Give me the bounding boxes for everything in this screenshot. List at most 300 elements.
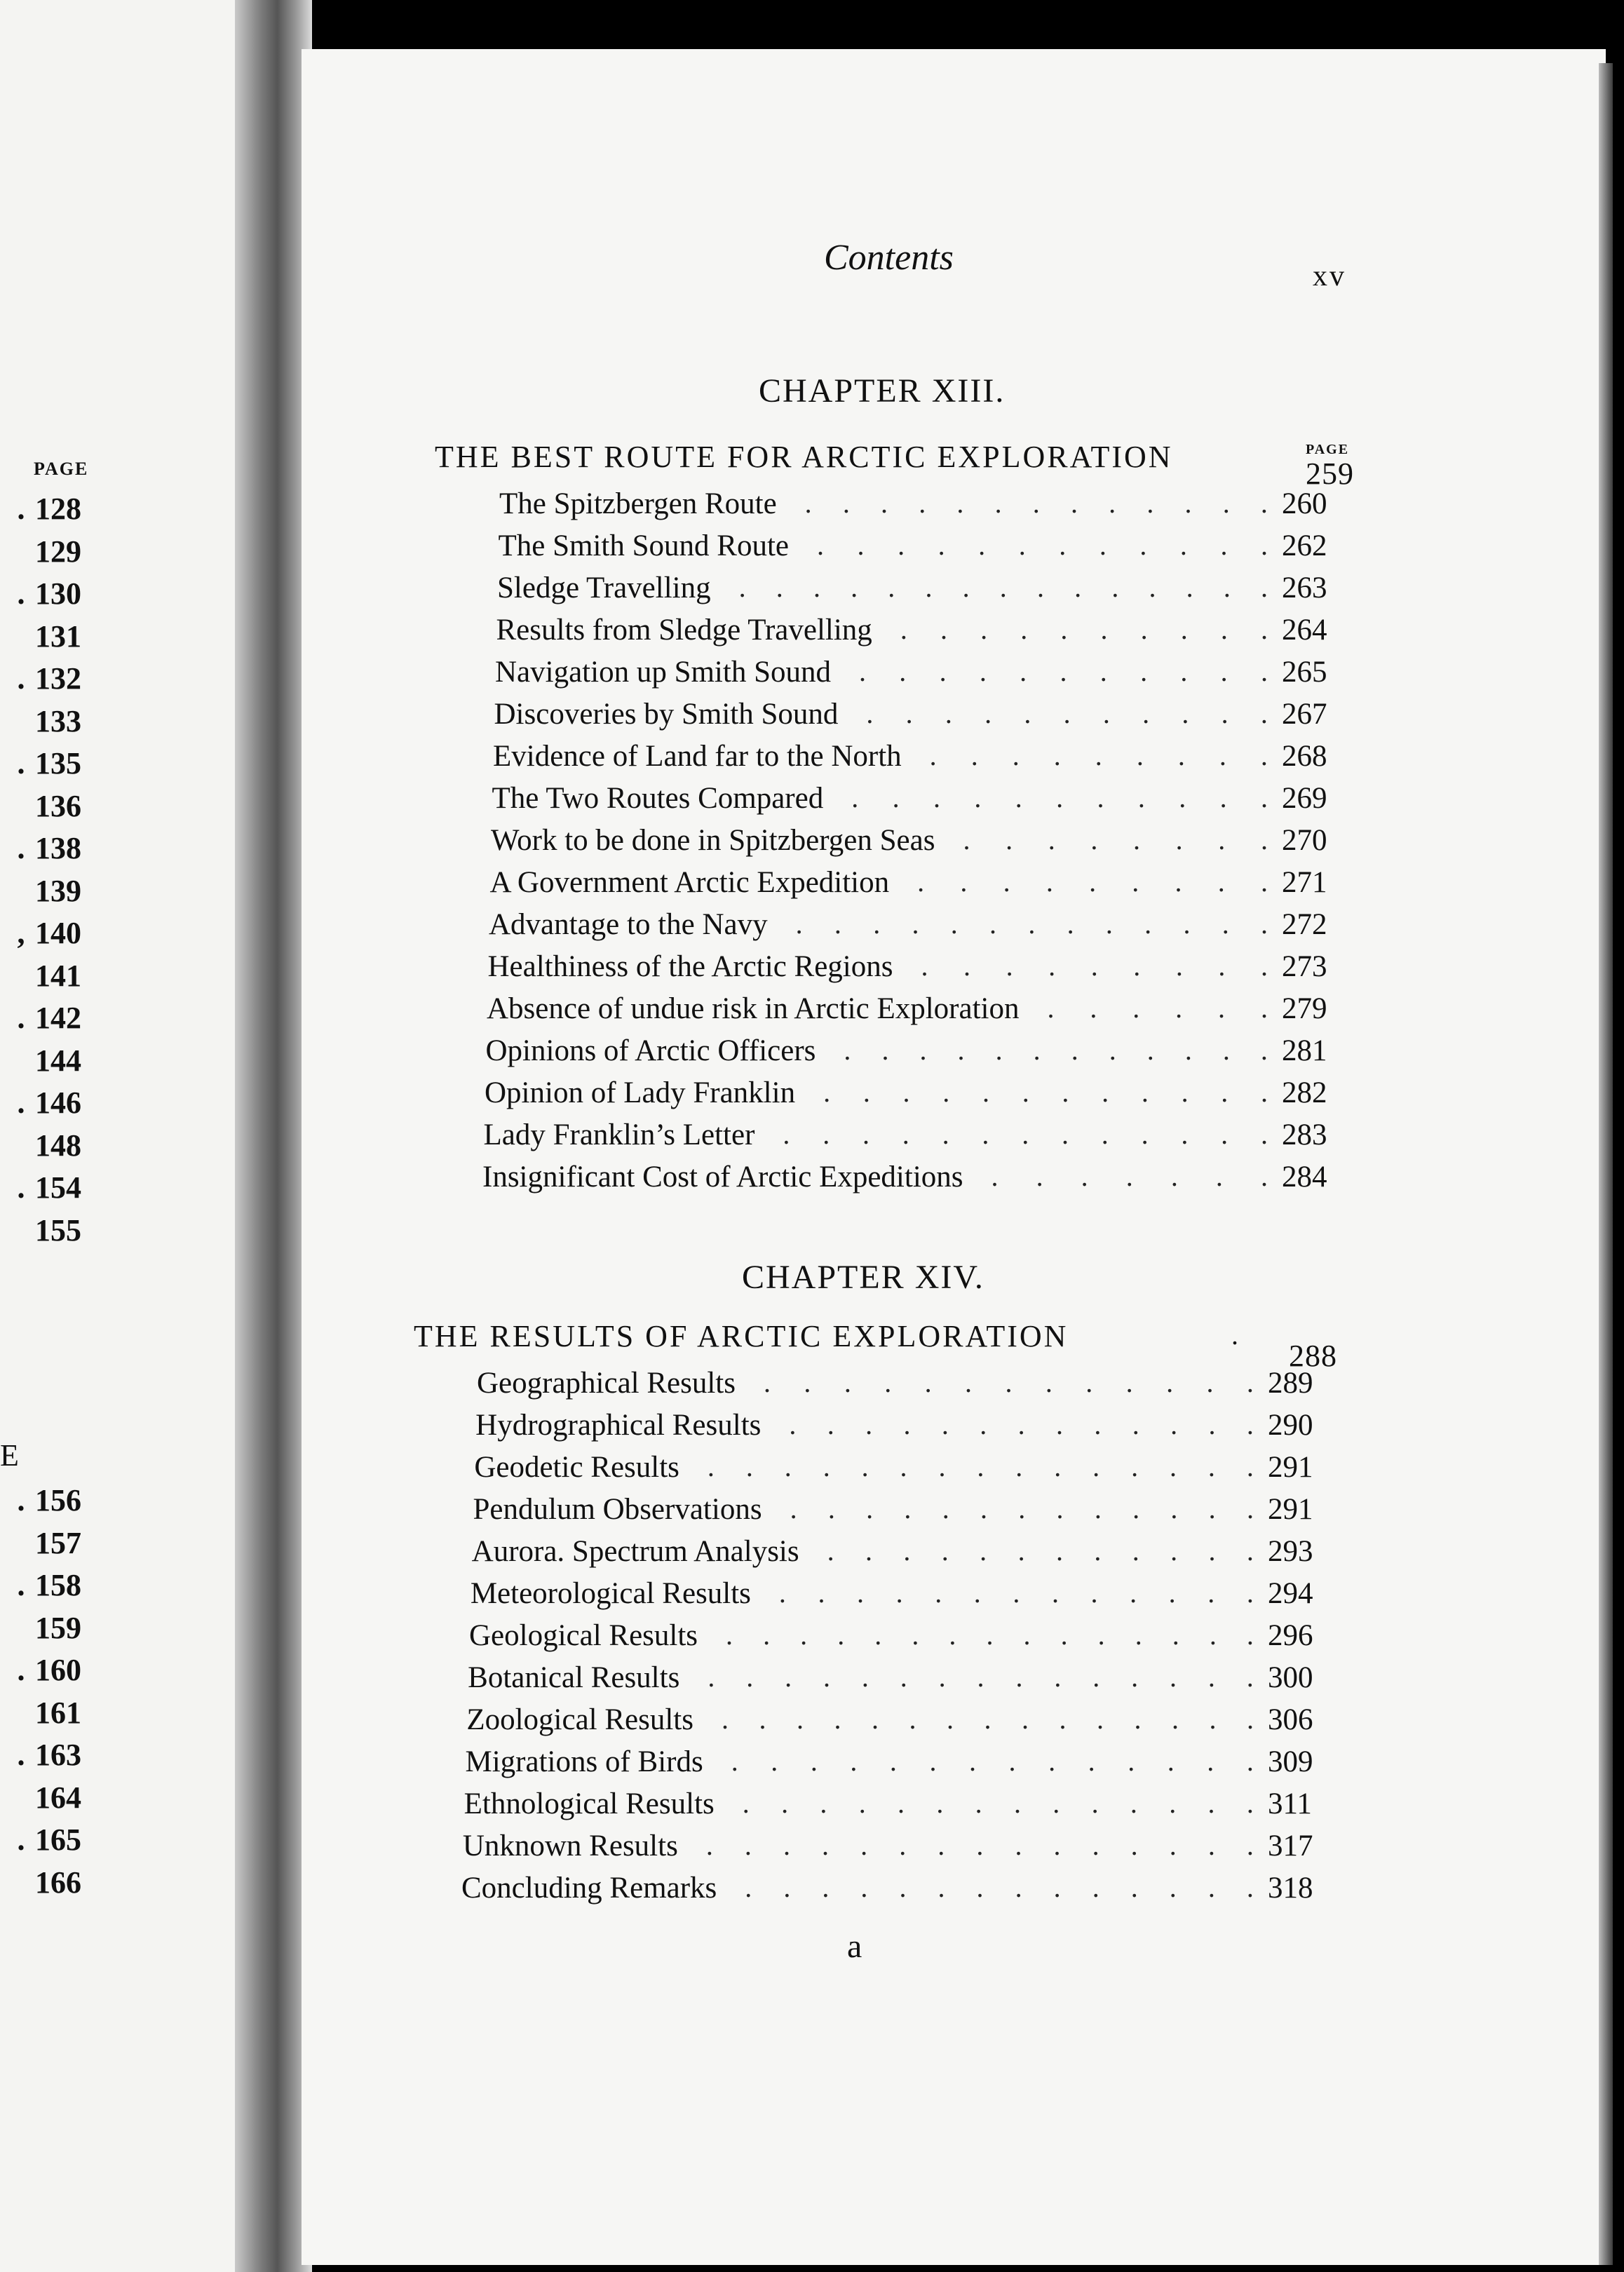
toc-entry [496, 613, 1360, 652]
leader-dot: . [919, 487, 926, 519]
toc-entry-page: 270 [1282, 824, 1327, 857]
toc-entry-title: Discoveries by Smith Sound [494, 698, 839, 731]
page-number: 141 [35, 958, 81, 993]
leader-dot: . [1218, 950, 1226, 982]
leader-dot: . [1047, 992, 1055, 1024]
leader-dot: . [1246, 1830, 1254, 1861]
leader-dot: . [939, 656, 947, 687]
toc-entry-page: 283 [1282, 1118, 1327, 1151]
leader-dot: . [834, 1703, 841, 1735]
toc-entry [485, 1076, 1359, 1115]
leader-dot: . [842, 487, 850, 519]
left-page-number [7, 1482, 84, 1518]
leader-dot: . [1261, 529, 1268, 561]
chapter-14-main-title: THE RESULTS OF ARCTIC EXPLORATION [414, 1319, 1069, 1353]
leader-dot: . [1260, 992, 1268, 1024]
page-number: 154 [35, 1170, 81, 1205]
toc-entry [475, 1408, 1345, 1447]
leader-dot: . [860, 1872, 868, 1903]
toc-entry-page: 294 [1267, 1577, 1313, 1610]
left-page-number [7, 1695, 84, 1731]
toc-entry [486, 1034, 1360, 1073]
leader-dot: . [784, 1451, 792, 1482]
left-page-number [7, 1610, 84, 1646]
left-page-number [7, 1212, 84, 1248]
leader-dot: . [1179, 529, 1187, 561]
leader-dot: . [1133, 824, 1141, 856]
leader-dot: . [1096, 1703, 1104, 1735]
leader-dot: . [1221, 1118, 1229, 1150]
page-number: 159 [35, 1610, 81, 1645]
leader-dot: . [1140, 656, 1148, 687]
leader-dot: . [1149, 572, 1156, 603]
leader-dot: . [1246, 1577, 1254, 1609]
leader-dot: . [977, 1451, 984, 1482]
leader-dot: . [1220, 656, 1228, 687]
leader-dots [731, 1745, 1254, 1778]
page-number: 146 [35, 1086, 81, 1120]
toc-entry-title: Concluding Remarks [461, 1872, 717, 1905]
leader-dot: . [973, 1577, 981, 1609]
leader-dot: . [982, 1118, 989, 1150]
leader-dot: . [1171, 1703, 1179, 1735]
leader-dot: . [1130, 1872, 1138, 1903]
leader-dot: . [1061, 1118, 1069, 1150]
leader-dot: . [1131, 1451, 1139, 1482]
leader-dot: . [1246, 1493, 1254, 1524]
leader-dot: . [822, 1830, 830, 1861]
leader-dot: . [851, 782, 859, 813]
leader-dot: . [1012, 740, 1020, 771]
leader-dots [789, 1408, 1254, 1441]
toc-entry-title: Pendulum Observations [473, 1493, 762, 1526]
toc-entry [488, 949, 1360, 989]
toc-entry-title: Absence of undue risk in Arctic Exploration [487, 992, 1020, 1025]
leader-dot: . [904, 1493, 912, 1524]
leader-dot: . [1088, 1745, 1095, 1777]
left-page-number [7, 534, 84, 569]
leader-dot: . [837, 1619, 845, 1651]
leader-dot: . [857, 529, 865, 561]
chapter-13-page-header: PAGE [1306, 442, 1350, 457]
leader-dot: . [1099, 529, 1107, 561]
leader-dot: . [1170, 1409, 1178, 1440]
leader-dot: . [1097, 1619, 1105, 1651]
toc-entry-title: Work to be done in Spitzbergen Seas [491, 824, 935, 857]
leader-dot: . [1090, 824, 1098, 856]
leader-dots [743, 1787, 1254, 1820]
leader-dot: . [1130, 1577, 1137, 1609]
page-number: 158 [35, 1568, 81, 1602]
leader-dot: . [903, 1535, 911, 1567]
leader-dot: . [785, 1661, 792, 1693]
leader-dot: . [17, 746, 25, 780]
left-page-number [7, 1043, 84, 1078]
toc-entry [472, 1534, 1345, 1574]
leader-dot: . [1048, 1745, 1056, 1777]
leader-dot: . [969, 1745, 976, 1777]
page-number: 138 [35, 831, 81, 865]
page-number: 131 [35, 618, 81, 654]
leader-dot: . [1260, 698, 1268, 729]
leader-dots [921, 949, 1268, 982]
leader-dot: . [912, 908, 919, 940]
toc-entry [495, 655, 1359, 694]
leader-dot: . [1209, 1619, 1217, 1651]
leader-dot: . [1017, 1535, 1025, 1567]
toc-entry [473, 1492, 1346, 1531]
leader-dot: . [895, 1577, 903, 1609]
toc-entry-page: 269 [1282, 782, 1327, 815]
leader-dot: . [800, 1619, 808, 1651]
toc-entry-title: Sledge Travelling [497, 572, 711, 604]
left-page-number [7, 1652, 84, 1688]
leader-dot: . [1024, 698, 1031, 729]
leader-dot: . [1102, 698, 1110, 729]
leader-dot: . [1142, 698, 1150, 729]
leader-dot: . [783, 1830, 790, 1861]
leader-dot: . [963, 824, 970, 856]
leader-dot: . [1177, 740, 1185, 771]
leader-dot: . [866, 1493, 874, 1524]
leader-dot: . [738, 572, 746, 603]
toc-entry-page: 291 [1268, 1493, 1313, 1526]
leader-dot: . [1131, 1661, 1139, 1693]
left-page-number [7, 1780, 84, 1815]
leader-dot: . [1092, 1661, 1100, 1693]
leader-dot: . [1005, 1367, 1013, 1398]
toc-entry-page: 262 [1282, 529, 1327, 562]
leader-dot: . [1246, 1409, 1254, 1440]
leader-dot: . [1015, 1451, 1023, 1482]
leader-dot: . [781, 1787, 789, 1819]
leader-dot: . [1013, 1577, 1020, 1609]
left-page-number [7, 576, 84, 611]
leader-dot: . [1003, 866, 1010, 898]
toc-entry [493, 739, 1359, 778]
toc-entry [461, 1871, 1345, 1910]
leader-dot: . [975, 1787, 982, 1819]
leader-dot: . [933, 782, 940, 813]
leader-dot: . [1167, 1745, 1175, 1777]
leader-dot: . [1094, 1535, 1102, 1567]
leader-dot: . [1181, 1118, 1189, 1150]
toc-entry [482, 1160, 1359, 1199]
leader-dot: . [17, 1738, 25, 1772]
leader-dot: . [956, 487, 964, 519]
toc-entry-page: 264 [1282, 614, 1327, 647]
toc-entry [463, 1829, 1345, 1868]
leader-dot: . [925, 572, 933, 603]
leader-dot: . [1130, 1830, 1138, 1861]
leader-dot: . [1101, 1118, 1109, 1150]
leader-dot: . [1170, 1493, 1178, 1524]
leader-dot: . [950, 908, 958, 940]
leader-dot: . [1032, 487, 1040, 519]
leader-dot: . [1141, 1076, 1149, 1108]
toc-entry [489, 907, 1359, 947]
page-number: 155 [35, 1212, 81, 1247]
toc-entry-title: Unknown Results [462, 1830, 678, 1862]
leader-dot: . [763, 1619, 771, 1651]
leader-dot: . [865, 1409, 873, 1440]
leader-dots [827, 1534, 1254, 1567]
leader-dot: . [860, 1830, 868, 1861]
leader-dot: . [17, 1001, 25, 1035]
leader-dot: . [938, 1451, 946, 1482]
leader-dot: . [889, 1745, 897, 1777]
leader-dot: . [744, 1830, 752, 1861]
leader-dot: . [917, 866, 925, 898]
left-page-number [7, 788, 84, 824]
leader-dot: . [844, 1367, 851, 1398]
leader-dot: . [980, 1535, 987, 1567]
leader-dot: . [1060, 614, 1068, 645]
leader-dot: . [873, 908, 881, 940]
leader-dot: . [1053, 1830, 1061, 1861]
book-gutter-shadow [235, 0, 312, 2272]
leader-dot: . [17, 661, 25, 696]
toc-entry [466, 1745, 1346, 1784]
leader-dot: . [1169, 1830, 1177, 1861]
leader-dot: . [899, 656, 907, 687]
leader-dot: . [1168, 1577, 1176, 1609]
left-page-number [7, 1865, 84, 1900]
leader-dot: . [816, 529, 824, 561]
leader-dot: . [764, 1367, 771, 1398]
leader-dots [859, 655, 1268, 688]
page-number: 160 [35, 1653, 81, 1687]
leader-dot: . [1028, 908, 1036, 940]
leader-dot: . [921, 950, 928, 982]
leader-dots [1047, 992, 1268, 1025]
leader-dot: . [1036, 572, 1044, 603]
leader-dots [745, 1871, 1254, 1904]
leader-dots [930, 739, 1268, 772]
leader-dot: . [810, 1745, 818, 1777]
leader-dot: . [1085, 1367, 1093, 1398]
leader-dot: . [17, 1568, 25, 1602]
leader-dot: . [1222, 908, 1229, 940]
leader-dot: . [1134, 1703, 1142, 1735]
leader-dots [722, 1703, 1254, 1736]
leader-dot: . [858, 656, 866, 687]
leader-dots [708, 1450, 1254, 1483]
leader-dot: . [978, 529, 986, 561]
leader-dot: . [898, 529, 905, 561]
toc-entry [487, 992, 1359, 1031]
leader-dot: . [1246, 1661, 1254, 1693]
leader-dot: . [1246, 1619, 1254, 1651]
leader-dot: . [1207, 1872, 1215, 1903]
leader-dot: . [1175, 866, 1182, 898]
left-page-number [7, 830, 84, 866]
toc-entry [466, 1703, 1345, 1742]
leader-dot: . [902, 1118, 909, 1150]
page-number: 157 [35, 1525, 81, 1560]
leader-dot: . [1015, 1872, 1022, 1903]
leader-dot: . [866, 698, 874, 729]
leader-dot: . [1092, 1830, 1099, 1861]
toc-entry-page: 300 [1267, 1661, 1313, 1694]
leader-dots [823, 1076, 1268, 1109]
leader-dot: . [965, 1367, 973, 1398]
leader-dot: . [1092, 1872, 1099, 1903]
leader-dots [706, 1829, 1254, 1862]
leader-dot: . [861, 1451, 869, 1482]
leader-dot: . [903, 1409, 911, 1440]
leader-dot: . [818, 1577, 825, 1609]
page-number: 136 [35, 788, 81, 823]
leader-dot: . [1222, 487, 1230, 519]
leader-dot: . [1186, 572, 1193, 603]
left-page-number [7, 1567, 84, 1603]
leader-dot: . [1060, 656, 1067, 687]
left-page-number [7, 661, 84, 696]
leader-dot: . [1219, 782, 1227, 813]
leader-dot: . [17, 576, 25, 611]
leader-dot: . [1100, 614, 1108, 645]
leader-dot: . [827, 1493, 835, 1524]
leader-dot: . [1180, 614, 1188, 645]
leader-dot: . [1094, 1493, 1102, 1524]
toc-entry-title: Geographical Results [477, 1367, 736, 1400]
leader-dot: . [1260, 1161, 1268, 1192]
leader-dot: . [995, 1034, 1003, 1066]
leader-dot: . [976, 1872, 984, 1903]
leader-dot: . [936, 1787, 944, 1819]
leader-dot: . [1020, 656, 1027, 687]
page-number: 130 [35, 576, 81, 611]
leader-dot: . [1170, 1661, 1177, 1693]
leader-dots [866, 697, 1268, 730]
leader-dot: . [1132, 866, 1139, 898]
toc-entry-title: Navigation up Smith Sound [495, 656, 831, 689]
page-number: 139 [35, 873, 81, 908]
leader-dot: . [905, 698, 913, 729]
toc-entry-page: 281 [1282, 1034, 1327, 1067]
leader-dot: . [977, 1661, 984, 1693]
leader-dot: . [1260, 824, 1268, 856]
leader-dot: . [1207, 1745, 1214, 1777]
leader-dot: . [1136, 740, 1144, 771]
page-number: 163 [35, 1738, 81, 1772]
leader-dot: . [892, 782, 900, 813]
leader-dot: . [1260, 740, 1268, 771]
leader-dot: . [823, 1451, 830, 1482]
leader-dot: . [1006, 950, 1013, 982]
leader-dot: . [1207, 1577, 1215, 1609]
left-edge-letter: E [0, 1438, 19, 1473]
page-number: 132 [35, 661, 81, 696]
leader-dots [739, 571, 1268, 604]
leader-dot: . [1218, 992, 1226, 1024]
leader-dot: . [1175, 824, 1183, 856]
leader-dot: . [1246, 1703, 1254, 1735]
leader-dot: . [1056, 1409, 1064, 1440]
toc-entry-title: Insignificant Cost of Arctic Expeditions [482, 1161, 963, 1194]
leader-dot: . [708, 1661, 715, 1693]
leader-dots [726, 1618, 1254, 1651]
leader-dot: . [827, 1409, 834, 1440]
leader-dot: . [820, 1787, 827, 1819]
leader-dots [783, 1118, 1268, 1151]
leader-dot: . [884, 1367, 892, 1398]
leader-dots [844, 1034, 1268, 1067]
leader-dot: . [1133, 950, 1141, 982]
leader-dot: . [919, 1034, 927, 1066]
leader-dot: . [742, 1787, 750, 1819]
leader-dot: . [938, 529, 945, 561]
toc-entry [494, 697, 1360, 736]
leader-dot: . [1132, 992, 1140, 1024]
leader-dot: . [1220, 614, 1228, 645]
toc-entry-page: 265 [1282, 656, 1327, 689]
leader-dot: . [1261, 572, 1268, 603]
leader-dot: . [940, 614, 947, 645]
leader-dot: . [1217, 866, 1225, 898]
leader-dot: . [1246, 1872, 1254, 1903]
leader-dot: . [1091, 1787, 1099, 1819]
leader-dot: . [899, 1872, 907, 1903]
leader-dot: . [1045, 1367, 1053, 1398]
leader-dot: . [1172, 1619, 1179, 1651]
leader-dot: . [1260, 1034, 1268, 1066]
leader-dot: . [1223, 572, 1231, 603]
leader-dot: . [1261, 866, 1268, 898]
left-page-number [7, 873, 84, 909]
leader-dot: . [1144, 908, 1152, 940]
leader-dot: . [999, 572, 1007, 603]
page-number: 156 [35, 1483, 81, 1517]
leader-dot: . [902, 1076, 910, 1108]
leader-dot: . [1013, 1787, 1021, 1819]
leader-dot: . [984, 1703, 992, 1735]
leader-dot: . [1090, 1577, 1098, 1609]
leader-dot: . [1109, 487, 1116, 519]
leader-dot: . [1023, 1619, 1031, 1651]
toc-entry [471, 1576, 1345, 1616]
left-page-number [7, 618, 84, 654]
leader-dot: . [960, 866, 968, 898]
leader-dot: . [1139, 529, 1147, 561]
leader-dot: . [900, 1451, 907, 1482]
leader-dot: . [1179, 782, 1186, 813]
leader-dot: . [994, 487, 1002, 519]
leader-dot: . [974, 782, 982, 813]
leader-dot: . [1033, 1034, 1041, 1066]
leader-dot: . [1183, 908, 1191, 940]
leader-dot: . [1132, 1409, 1139, 1440]
leader-dot: . [912, 1619, 919, 1651]
leader-dot: . [1015, 1661, 1023, 1693]
toc-entry-page: 273 [1282, 950, 1327, 983]
leader-dot: . [1067, 908, 1074, 940]
leader-dot: . [834, 908, 841, 940]
leader-dots [779, 1576, 1254, 1609]
leader-dot: . [900, 614, 907, 645]
toc-entry-title: Meteorological Results [470, 1577, 751, 1610]
left-facing-page [0, 0, 242, 2272]
leader-dot: . [874, 1619, 882, 1651]
leader-dot: . [1175, 950, 1183, 982]
leader-dot: . [1207, 1661, 1215, 1693]
right-page-edge [1599, 63, 1613, 2265]
left-page-number [7, 1085, 84, 1121]
toc-entry-title: Hydrographical Results [475, 1409, 762, 1442]
leader-dot: . [857, 1577, 865, 1609]
toc-entry-page: 284 [1282, 1161, 1327, 1194]
